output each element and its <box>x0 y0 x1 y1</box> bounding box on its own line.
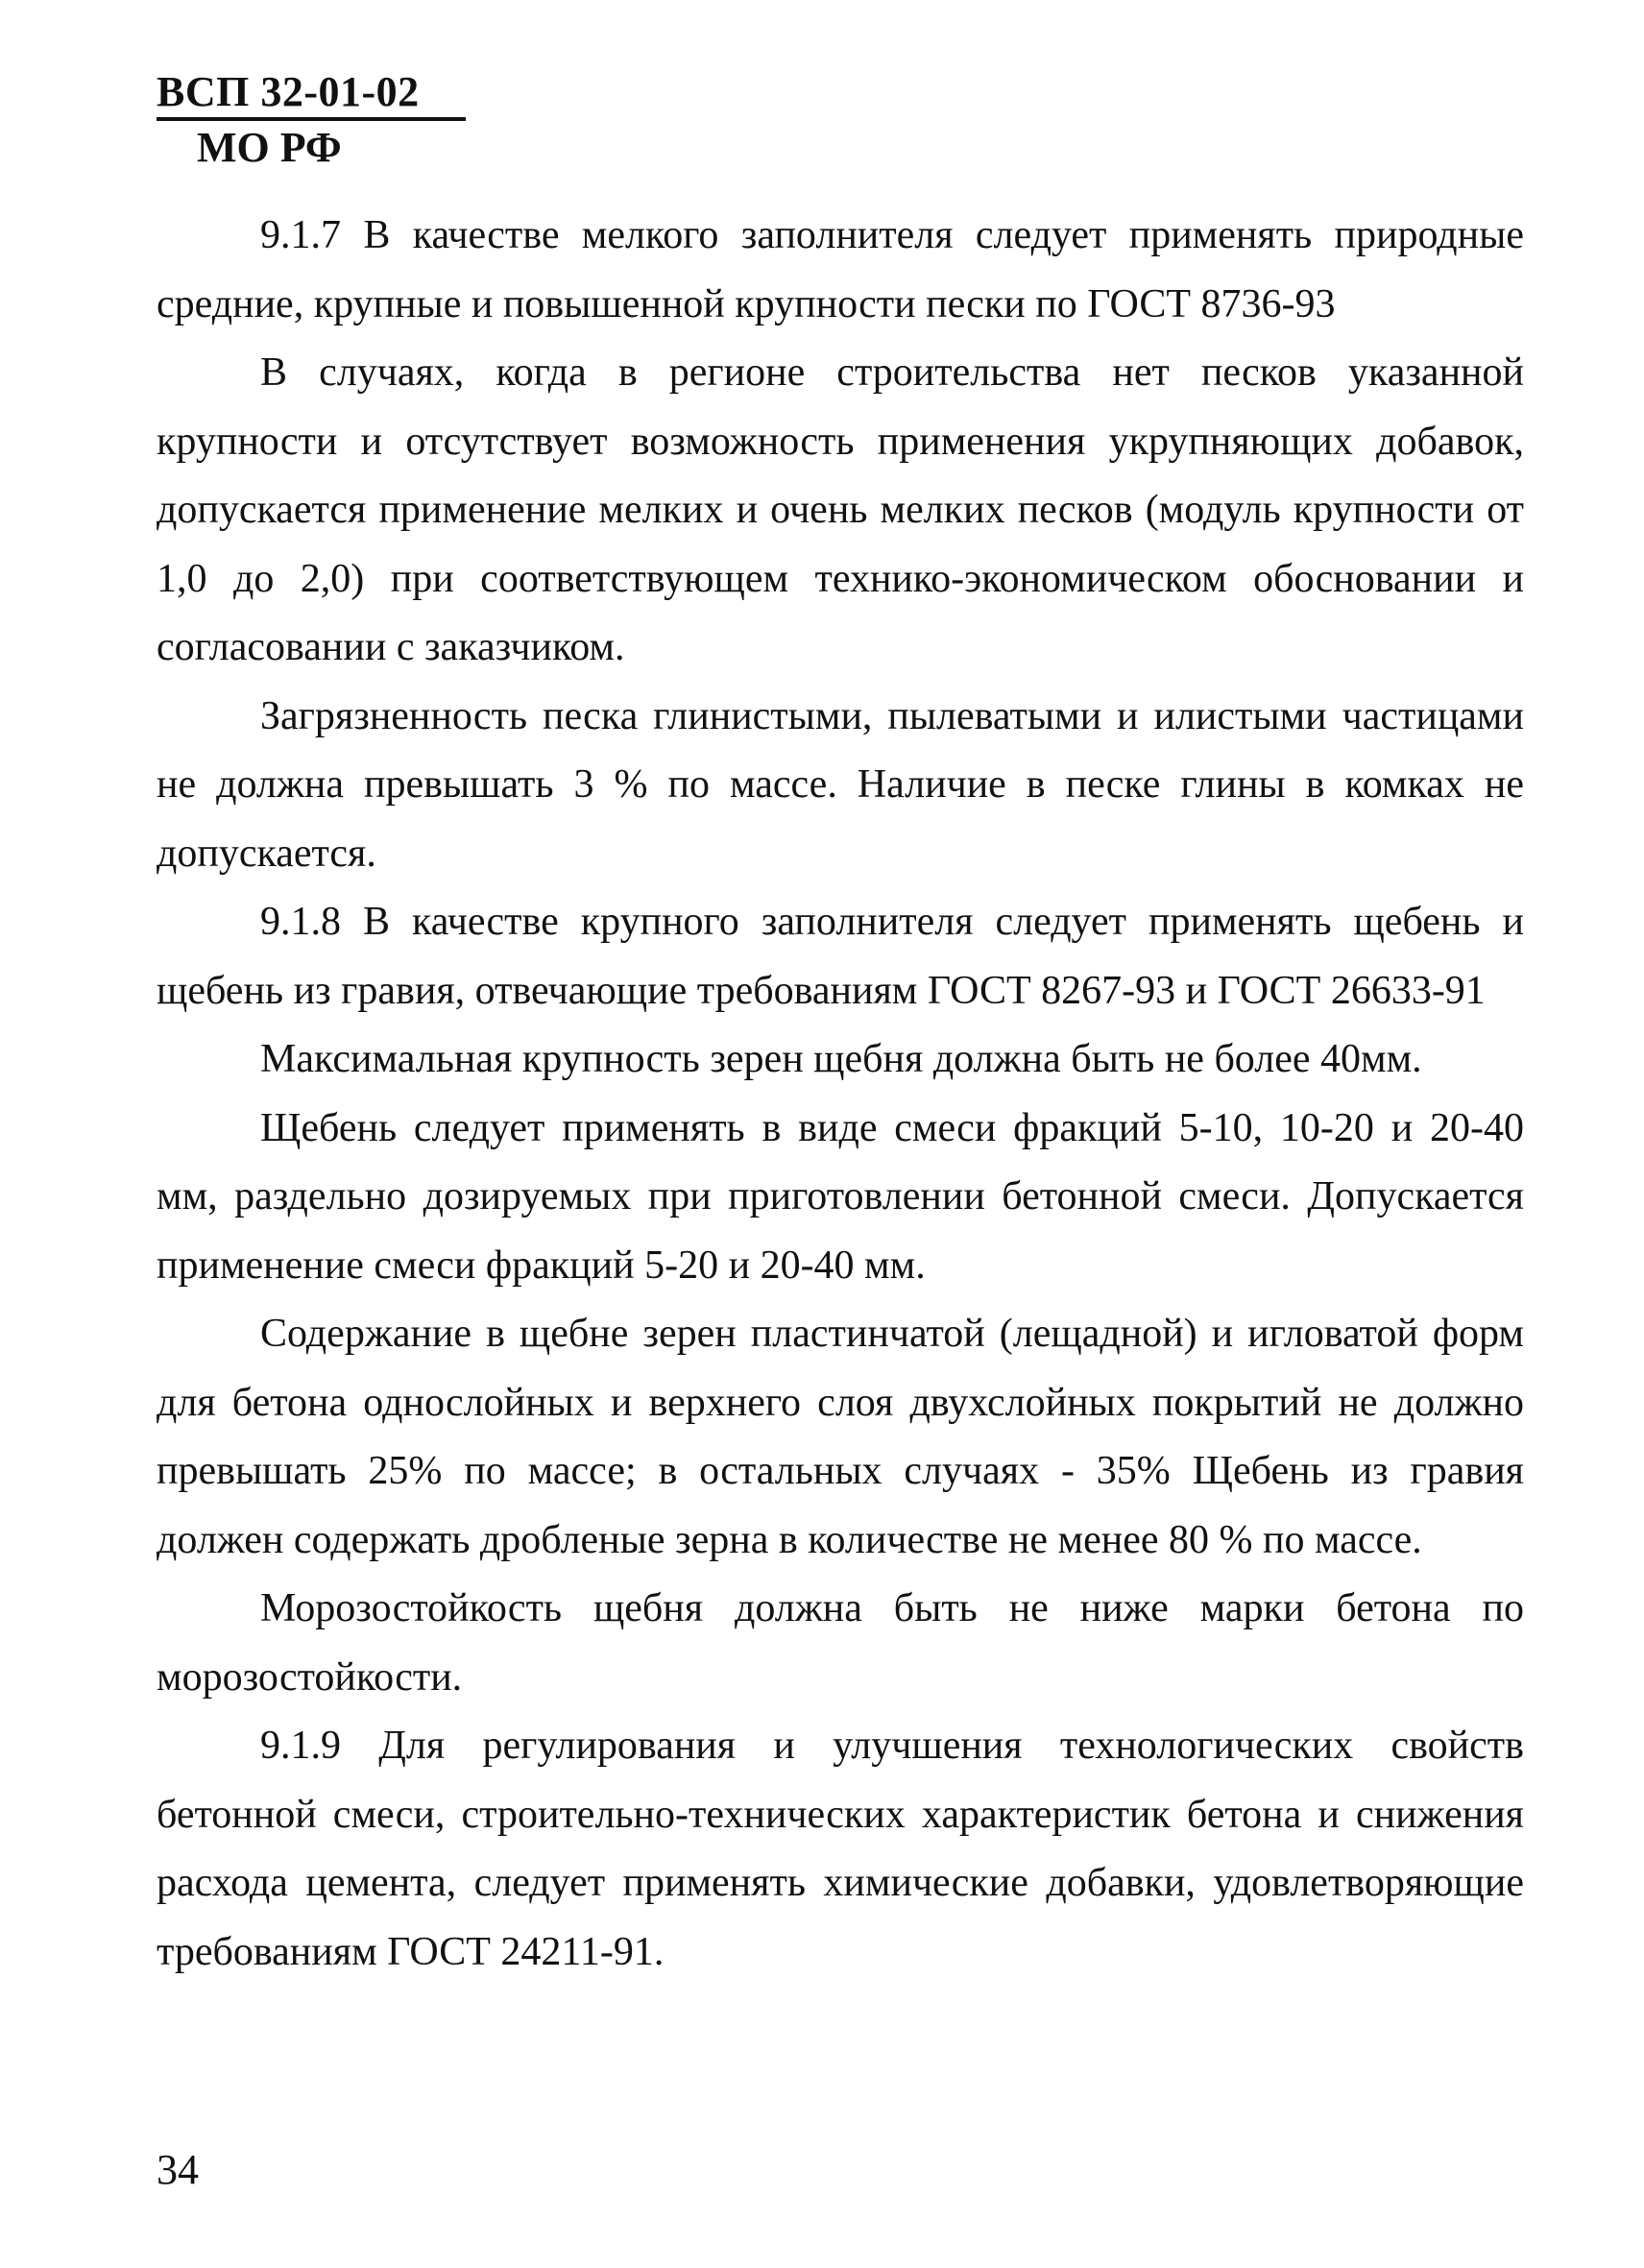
paragraph-crushed-stone-fractions: Щебень следует применять в виде смеси фракций 5-10, 10-20 и 20-40 мм, раздельно дозируемых при приготовлении бетонной смеси. Допускается применение смеси фракций 5-20 и 20-40 мм. <box>157 1105 1524 1288</box>
document-organization: МО РФ <box>157 117 466 173</box>
paragraph-fine-sand-exception: В случаях, когда в регионе строительства нет песков указанной крупности и отсутствует возможность применения укрупняющих добавок, допускается применение мелких и очень мелких песков (модуль крупности от 1,0 до 2,0) при соответствующем технико-экономическом обосновании и согласовании с заказчиком. <box>157 350 1524 669</box>
document-header <box>157 67 466 173</box>
page-number: 34 <box>157 2146 199 2193</box>
document-body <box>157 202 1524 1987</box>
paragraph-max-grain-size: Максимальная крупность зерен щебня должна быть не более 40мм. <box>260 1037 1422 1081</box>
paragraph-9-1-8: 9.1.8 В качестве крупного заполнителя следует применять щебень и щебень из гравия, отвечающие требованиям ГОСТ 8267-93 и ГОСТ 26633-91 <box>157 900 1524 1013</box>
paragraph-frost-resistance: Морозостойкость щебня должна быть не ниже марки бетона по морозостойкости. <box>157 1586 1524 1700</box>
paragraph-grain-shape-content: Содержание в щебне зерен пластинчатой (лещадной) и игловатой форм для бетона однослойных и верхнего слоя двухслойных покрытий не должно превышать 25% по массе; в остальных случаях - 35% Щебень из гравия должен содержать дробленые зерна в количестве не менее 80 % по массе. <box>157 1312 1524 1562</box>
paragraph-9-1-9: 9.1.9 Для регулирования и улучшения технологических свойств бетонной смеси, строительно-технических характеристик бетона и снижения расхода цемента, следует применять химические добавки, удовлетворяющие требованиям ГОСТ 24211-91. <box>157 1724 1524 1974</box>
document-code: ВСП 32-01-02 <box>157 67 420 121</box>
paragraph-9-1-7: 9.1.7 В качестве мелкого заполнителя следует применять природные средние, крупные и повышенной крупности пески по ГОСТ 8736-93 <box>157 213 1524 326</box>
paragraph-sand-contamination: Загрязненность песка глинистыми, пылеватыми и илистыми частицами не должна превышать 3 % по массе. Наличие в песке глины в комках не допускается. <box>157 693 1524 876</box>
